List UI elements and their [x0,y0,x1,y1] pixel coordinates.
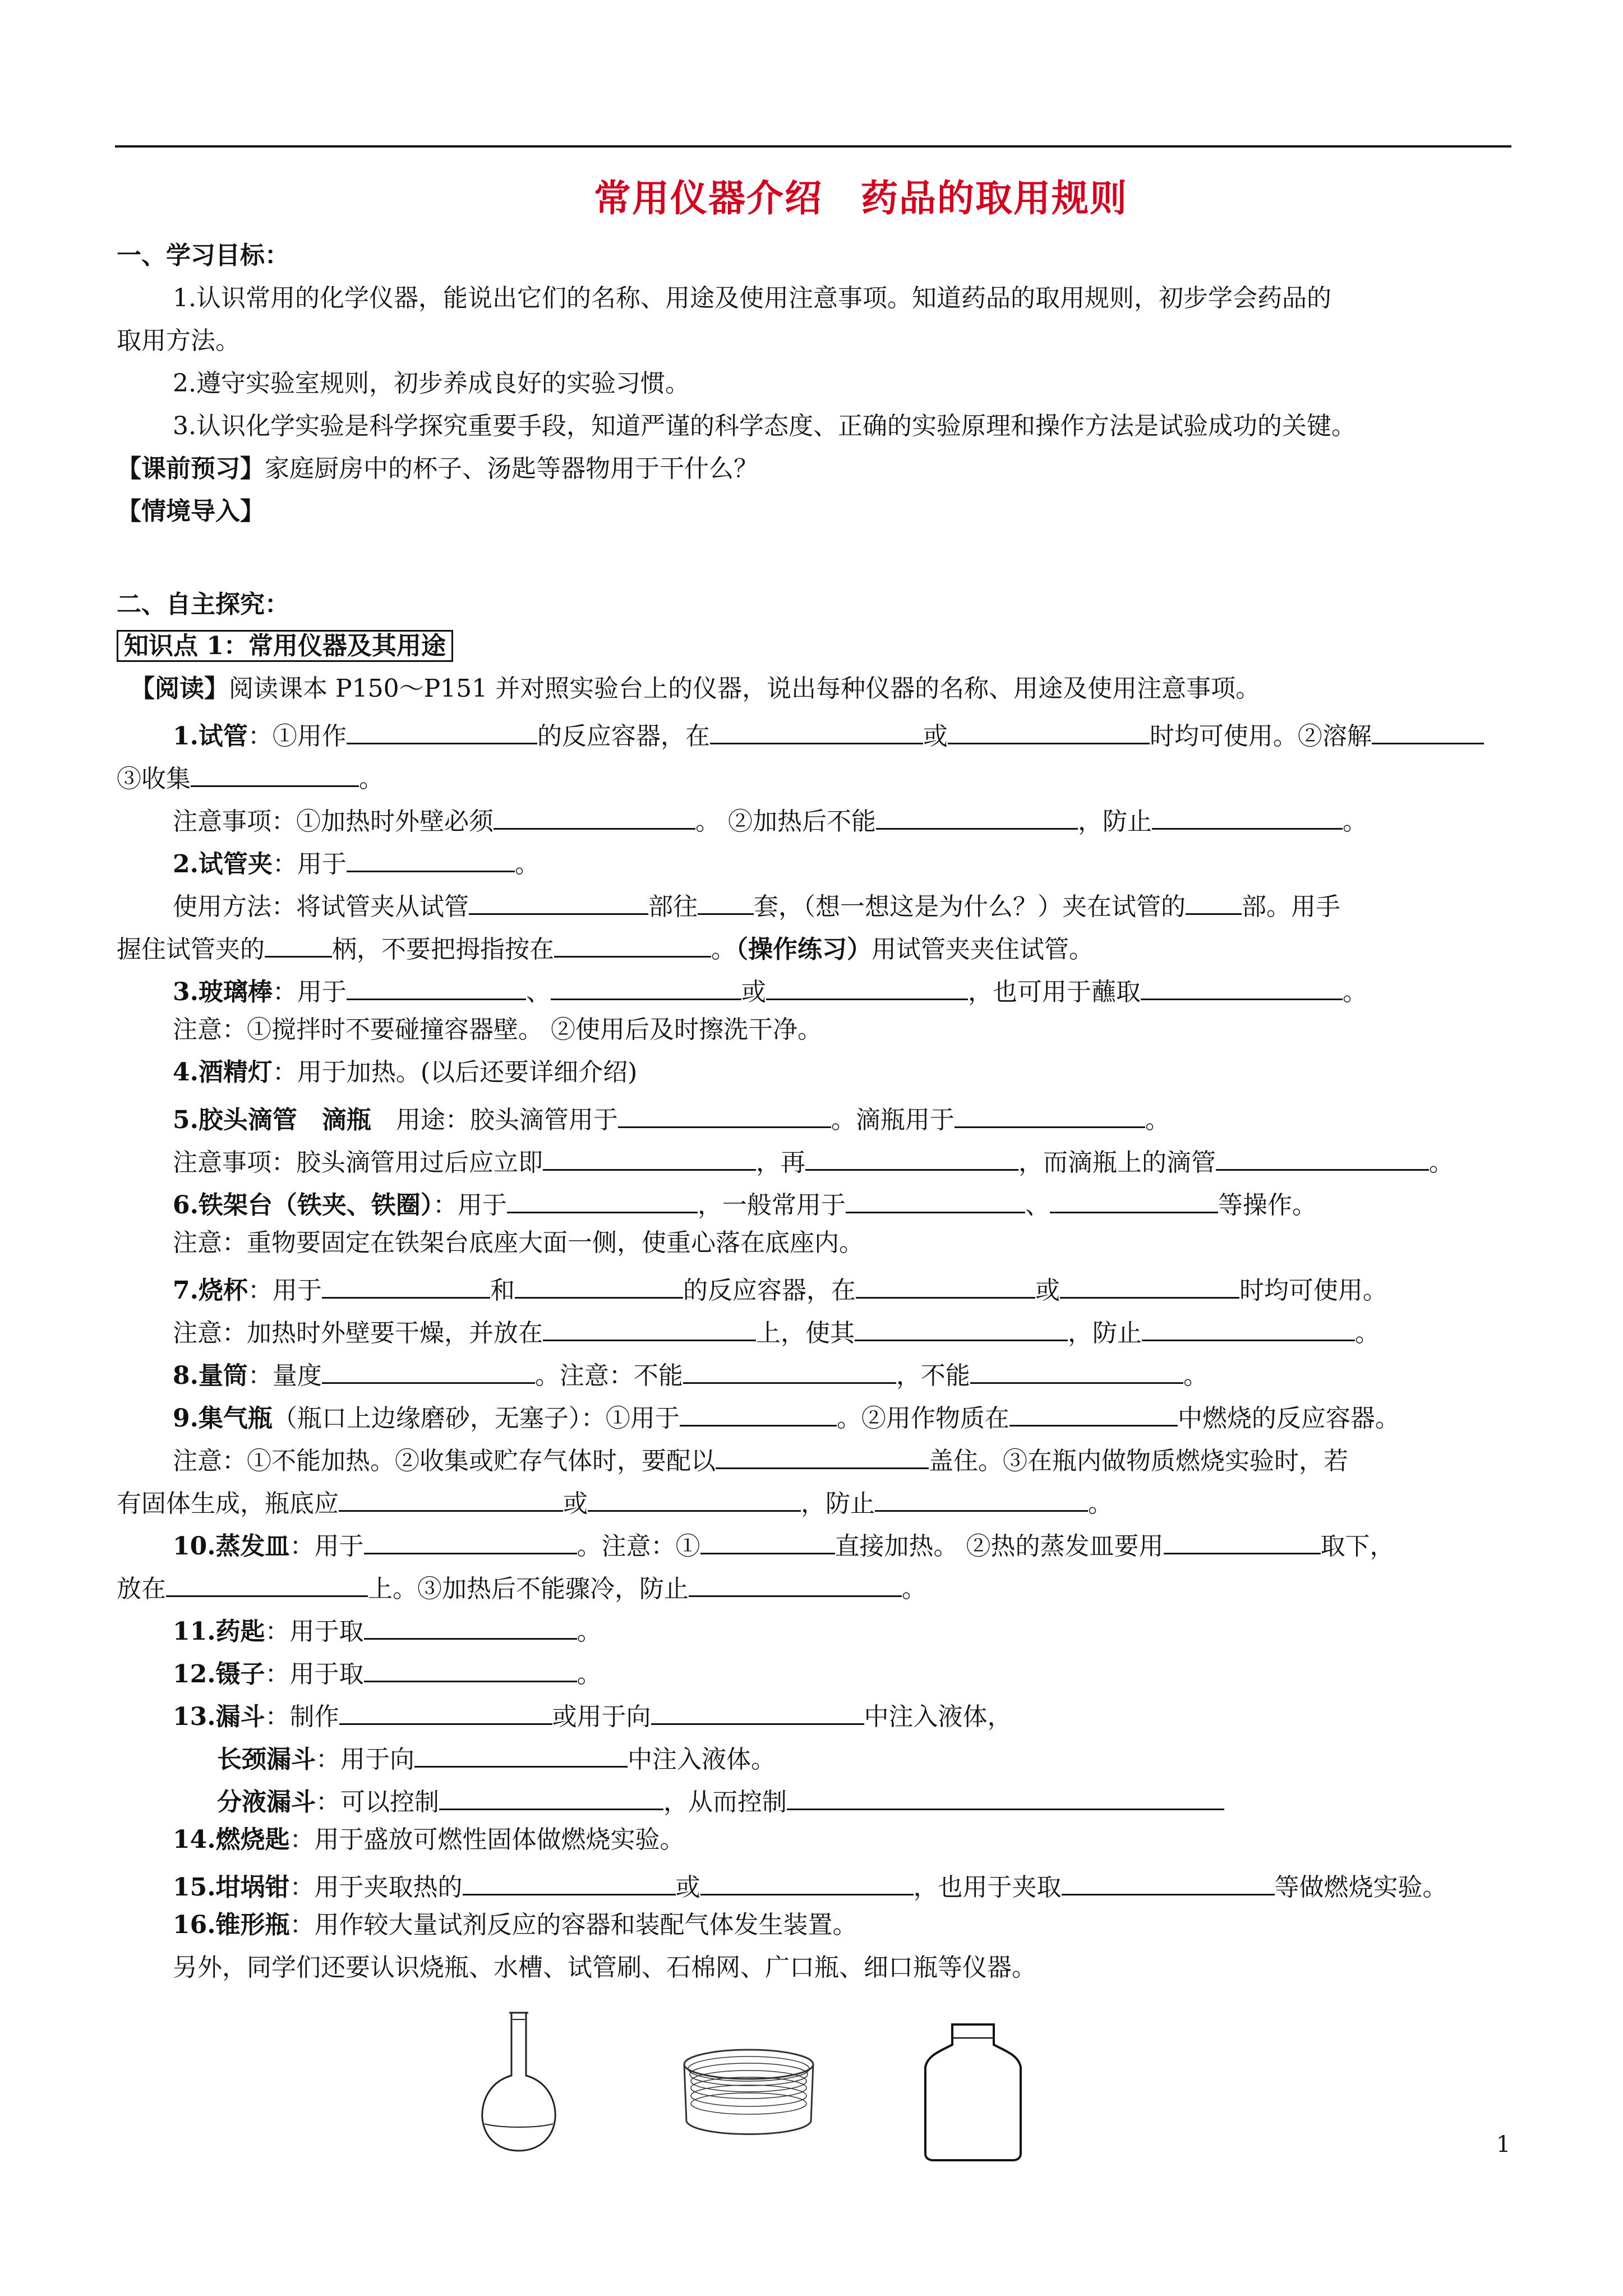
water-trough-illustration [679,2042,819,2148]
item-13 [173,1691,1012,1733]
also-note: 另外，同学们还要认识烧瓶、水槽、试管刷、石棉网、广口瓶、细口瓶等仪器。 [173,1953,1036,1982]
item-13-text: 或用于向 [552,1703,651,1731]
item-11 [173,1605,602,1648]
knowledge-point-1 [117,625,453,668]
answer-blank[interactable] [651,1691,864,1725]
item-1-text: 时均可使用。②溶解 [1149,722,1372,751]
answer-blank[interactable] [347,838,515,872]
item-13-name: 13.漏斗 [173,1703,265,1731]
wide-mouth-bottle-illustration [920,2022,1026,2162]
item-1-text: 或 [923,722,948,751]
answer-blank[interactable] [364,1648,577,1682]
item-8-name: 8.量筒 [173,1361,248,1390]
item-5-text: 。滴瓶用于 [831,1106,955,1134]
item-9-note [173,1435,1348,1478]
preview-line [117,448,758,490]
answer-blank[interactable] [710,710,923,744]
page-number: 1 [1496,2132,1511,2157]
answer-blank[interactable] [1062,1861,1275,1895]
item-9-text: 。②用作物质在 [836,1404,1009,1433]
item-6-text: ，一般常用于 [697,1191,846,1220]
answer-blank[interactable] [716,1435,929,1469]
item-10-name: 10.蒸发皿 [173,1532,290,1561]
item-13b [217,1776,1224,1819]
item-4-text: ：用于加热。(以后还要详细介绍) [272,1058,638,1087]
answer-blank[interactable] [588,1478,801,1512]
item-8-text: ，不能 [896,1361,970,1390]
item-3-note: 注意：①搅拌时不要碰撞容器壁。 ②使用后及时擦洗干净。 [173,1015,822,1044]
answer-blank[interactable] [364,1605,577,1640]
answer-blank[interactable] [700,1861,914,1895]
answer-blank[interactable] [1009,1392,1178,1427]
item-12-text: 。 [577,1660,602,1688]
item-15-text: ：用于夹取热的 [289,1873,463,1902]
note-text: 。 [1088,1489,1113,1518]
item-7-name: 7.烧杯 [173,1276,248,1305]
item-10-text: ：用于 [289,1532,364,1561]
item-2-text: 。 [514,850,540,878]
usage-text: 用试管夹夹住试管。 [872,935,1094,964]
item-7 [173,1264,1387,1307]
explore-heading: 二、自主探究： [117,590,289,619]
item-9-text: 中燃烧的反应容器。 [1177,1404,1400,1433]
usage-text: 柄，不要把拇指按在 [332,935,554,964]
item-11-text: 。 [577,1617,602,1646]
answer-blank[interactable] [543,1307,756,1341]
objective-1: 1.认识常用的化学仪器，能说出它们的名称、用途及使用注意事项。知道药品的取用规则，初步学会药品的 [173,284,1331,312]
usage-text: 部。用手 [1242,892,1340,921]
item-6-note: 注意：重物要固定在铁架台底座大面一侧，使重心落在底座内。 [173,1228,864,1257]
item-13b-text: ：可以控制 [316,1788,439,1816]
item-8-text: 。注意：不能 [534,1361,683,1390]
answer-blank[interactable] [347,710,537,744]
item-11-text: ：用于取 [265,1617,364,1646]
item-4 [173,1051,637,1094]
answer-blank[interactable] [1164,1520,1321,1554]
item-5-note [173,1137,1454,1179]
answer-blank[interactable] [876,795,1078,830]
objective-2: 2.遵守实验室规则，初步养成良好的实验习惯。 [173,369,690,398]
answer-blank[interactable] [787,1776,1224,1810]
item-1-text: 。 [359,765,384,793]
item-10-cont [117,1563,926,1605]
item-16 [173,1904,857,1947]
read-label: 【阅读】 [130,674,229,703]
item-10-text: 放在 [117,1575,166,1603]
item-4-name: 4.酒精灯 [173,1058,273,1087]
item-6-text: 等操作。 [1218,1191,1317,1220]
note-text: 或 [563,1489,588,1518]
note-text: 有固体生成，瓶底应 [117,1489,339,1518]
item-3-text: 。 [1342,978,1367,1006]
item-10 [173,1520,1395,1563]
item-8 [173,1350,1208,1392]
item-5 [173,1094,1170,1137]
header-rule [115,145,1511,148]
answer-blank[interactable] [414,1733,628,1768]
note-text: 注意：加热时外壁要干燥，并放在 [173,1319,543,1347]
answer-blank[interactable] [618,1094,831,1128]
answer-blank[interactable] [439,1776,663,1810]
answer-blank[interactable] [970,1350,1183,1384]
item-9-text: （瓶口上边缘磨砂，无塞子）：①用于 [272,1404,680,1433]
note-text: ，再 [756,1148,805,1177]
item-14-text: ：用于盛放可燃性固体做燃烧实验。 [289,1825,685,1854]
answer-blank[interactable] [1186,881,1242,915]
practice-label: （操作练习） [736,935,872,964]
answer-blank[interactable] [875,1478,1088,1512]
preview-label: 【课前预习】 [117,454,265,483]
item-1-name: 1.试管 [173,722,248,751]
read-line [130,668,1260,710]
item-3-name: 3.玻璃棒 [173,978,273,1006]
item-7-text: 时均可使用。 [1239,1276,1387,1305]
note-text: ，防止 [1078,807,1152,836]
item-8-text: ：量度 [247,1361,322,1390]
item-15 [173,1861,1447,1904]
read-text: 阅读课本 P150～P151 并对照实验台上的仪器，说出每种仪器的名称、用途及使用注意事项。 [229,674,1261,703]
item-2-name: 2.试管夹 [173,850,273,878]
note-text: 。 ②加热后不能 [695,807,876,836]
usage-text: 握住试管夹的 [117,935,265,964]
item-13a-name: 长颈漏斗 [217,1745,316,1774]
item-6 [173,1179,1317,1222]
item-13a-text: 中注入液体。 [628,1745,776,1774]
item-13-text: ：制作 [265,1703,339,1731]
item-5-name: 5.胶头滴管 滴瓶 [173,1106,371,1134]
answer-blank[interactable] [683,1350,896,1384]
answer-blank[interactable] [339,1478,563,1512]
round-bottom-flask-illustration [477,2008,561,2154]
note-text: ，防止 [801,1489,875,1518]
item-7-text: 或 [1035,1276,1060,1305]
item-16-name: 16.锥形瓶 [173,1911,290,1939]
item-3-text: ，也可用于蘸取 [967,978,1141,1006]
item-5-text: 用途：胶头滴管用于 [371,1106,618,1134]
answer-blank[interactable] [1372,710,1484,744]
answer-blank[interactable] [766,966,968,1000]
answer-blank[interactable] [955,1094,1145,1128]
item-1-note [173,795,1367,838]
note-text: 注意事项：胶头滴管用过后应立即 [173,1148,543,1177]
item-12 [173,1648,602,1691]
item-10-text: 。 [902,1575,926,1603]
answer-blank[interactable] [543,1137,756,1171]
item-5-text: 。 [1145,1106,1170,1134]
note-text: 上，使其 [756,1319,855,1347]
item-3-text: 或 [741,978,766,1006]
item-10-text: 取下， [1320,1532,1395,1561]
item-1-text: 的反应容器，在 [537,722,710,751]
answer-blank[interactable] [689,1563,902,1597]
intro-label: 【情境导入】 [117,497,265,526]
item-10-text: 。注意：① [577,1532,700,1561]
knowledge-point-1-box: 知识点 1：常用仪器及其用途 [117,630,453,662]
answer-blank[interactable] [339,1691,552,1725]
answer-blank[interactable] [364,1520,577,1554]
item-13b-name: 分液漏斗 [217,1788,316,1816]
answer-blank[interactable] [680,1392,837,1427]
item-14 [173,1819,685,1861]
answer-blank[interactable] [1152,795,1343,830]
note-text: 。 [1355,1319,1380,1347]
note-text: 注意事项：①加热时外壁必须 [173,807,494,836]
item-7-text: ：用于 [247,1276,322,1305]
item-2-usage-cont [117,923,1094,966]
usage-text: 。 [711,935,736,964]
answer-blank[interactable] [347,966,526,1000]
usage-text: 使用方法：将试管夹从试管 [173,892,469,921]
item-1 [173,710,1484,753]
preview-text: 家庭厨房中的杯子、汤匙等器物用于干什么？ [265,454,758,483]
item-3 [173,966,1367,1009]
item-16-text: ：用作较大量试剂反应的容器和装配气体发生装置。 [289,1911,857,1939]
usage-text: 部往 [648,892,698,921]
item-1-cont [117,753,384,795]
item-10-text: 直接加热。 ②热的蒸发皿要用 [834,1532,1164,1561]
answer-blank[interactable] [698,881,754,915]
answer-blank[interactable] [166,1563,368,1597]
item-15-name: 15.坩埚钳 [173,1873,290,1902]
item-15-text: ，也用于夹取 [913,1873,1062,1902]
item-1-text: ：①用作 [247,722,347,751]
item-6-name: 6.铁架台（铁夹、铁圈） [173,1191,433,1220]
answer-blank[interactable] [322,1264,490,1299]
answer-blank[interactable] [554,923,711,958]
answer-blank[interactable] [463,1861,676,1895]
item-13a [217,1733,776,1776]
item-2 [173,838,540,881]
item-1-text: ③收集 [117,765,191,793]
item-13b-text: ，从而控制 [663,1788,787,1816]
answer-blank[interactable] [322,1350,535,1384]
item-6-text: 、 [1025,1191,1050,1220]
item-10-text: 上。③加热后不能骤冷，防止 [368,1575,689,1603]
answer-blank[interactable] [265,923,332,958]
answer-blank[interactable] [515,1264,683,1299]
note-text: 盖住。③在瓶内做物质燃烧实验时，若 [929,1447,1348,1475]
item-6-text: ：用于 [432,1191,507,1220]
answer-blank[interactable] [1141,966,1343,1000]
item-2-usage [173,881,1340,923]
note-text: ，而滴瓶上的滴管 [1018,1148,1216,1177]
objective-1-cont: 取用方法。 [117,326,240,355]
usage-text: 套，（想一想这是为什么？）夹在试管的 [754,892,1186,921]
item-13-text: 中注入液体， [864,1703,1012,1731]
answer-blank[interactable] [1060,1264,1239,1299]
item-3-text: ：用于 [272,978,347,1006]
answer-blank[interactable] [1216,1137,1429,1171]
answer-blank[interactable] [507,1179,698,1213]
item-3-text: 、 [525,978,551,1006]
answer-blank[interactable] [1050,1179,1218,1213]
item-9-note-cont [117,1478,1113,1520]
item-15-text: 等做燃烧实验。 [1274,1873,1447,1902]
item-2-text: ：用于 [272,850,347,878]
answer-blank[interactable] [846,1179,1025,1213]
item-9-name: 9.集气瓶 [173,1404,273,1433]
item-8-text: 。 [1183,1361,1208,1390]
answer-blank[interactable] [805,1137,1018,1171]
item-12-name: 12.镊子 [173,1660,265,1688]
item-9 [173,1392,1400,1435]
item-12-text: ：用于取 [265,1660,364,1688]
answer-blank[interactable] [856,1264,1035,1299]
item-14-name: 14.燃烧匙 [173,1825,290,1854]
item-7-text: 和 [490,1276,515,1305]
note-text: ，防止 [1068,1319,1142,1347]
answer-blank[interactable] [948,710,1150,744]
item-7-text: 的反应容器，在 [683,1276,856,1305]
item-13a-text: ：用于向 [316,1745,414,1774]
answer-blank[interactable] [494,795,695,830]
note-text: 。 [1429,1148,1454,1177]
objective-3: 3.认识化学实验是科学探究重要手段，知道严谨的科学态度、正确的实验原理和操作方法是试验成功的关键。 [173,412,1356,440]
page-title: 常用仪器介绍 药品的取用规则 [594,176,1128,220]
answer-blank[interactable] [855,1307,1068,1341]
answer-blank[interactable] [551,966,741,1000]
answer-blank[interactable] [469,881,648,915]
item-15-text: 或 [675,1873,700,1902]
answer-blank[interactable] [191,753,359,787]
item-11-name: 11.药匙 [173,1617,265,1646]
objectives-heading: 一、学习目标： [117,241,289,270]
item-7-note [173,1307,1380,1350]
answer-blank[interactable] [1142,1307,1355,1341]
answer-blank[interactable] [700,1520,835,1554]
note-text: 注意：①不能加热。②收集或贮存气体时，要配以 [173,1447,716,1475]
note-text: 。 [1343,807,1367,836]
